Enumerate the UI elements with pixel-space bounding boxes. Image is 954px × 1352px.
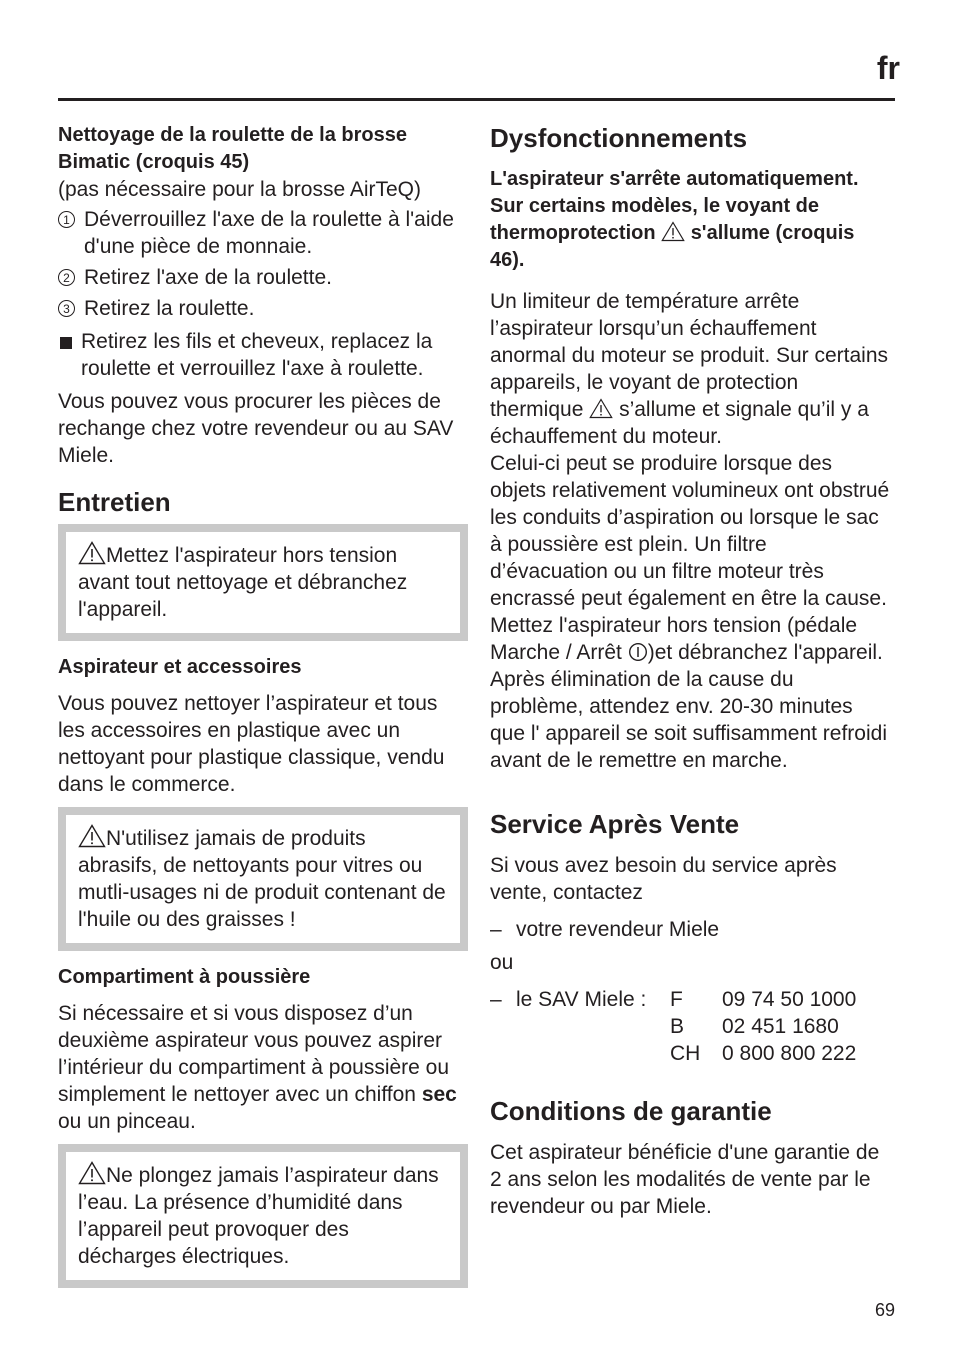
bullet-item [58, 328, 468, 382]
dys-text-2: Celui-ci peut se produire lorsque des objets relativement volumineux ont obstrué les conduits d’aspiration ou lorsque le sac à poussière est plein. Un filtre d’évacuation ou un filtre moteur très encrassé peut également en être la cause. Mettez l'aspirateur hors tension (pédale Marche / Arrêt )et débranchez l'appareil. [490, 452, 890, 664]
warning-box-3 [58, 1144, 468, 1288]
phone-number: 0 800 800 222 [722, 1042, 857, 1065]
sav-item-text: votre revendeur Miele [516, 918, 720, 941]
sav-item-revendeur [490, 916, 890, 943]
step-3 [58, 295, 468, 322]
dys-text-3: Après élimination de la cause du problème, attendez env. 20-30 minutes que l' appareil se soit suffisamment refroidi avant de le remettre en marche. [490, 668, 887, 772]
warning-text: N'utilisez jamais de produits abrasifs, de nettoyants pour vitres ou mutli-usages ni de produit contenant de l'huile ou des graisses ! [78, 827, 446, 931]
sav-title: Service Après Vente [490, 809, 740, 839]
warning-triangle-icon [78, 824, 106, 848]
sav-intro: Si vous avez besoin du service après vente, contactez [490, 854, 837, 904]
right-column [490, 122, 890, 1220]
dysfonctionnements-title: Dysfonctionnements [490, 123, 748, 153]
dash-marker: – [490, 918, 502, 941]
step-number-icon: 3 [58, 300, 75, 317]
step-text: Retirez la roulette. [84, 297, 255, 320]
thermo-warning-icon [589, 398, 613, 419]
step-1 [58, 206, 468, 260]
sav-or: ou [490, 951, 514, 974]
language-tag: fr [876, 50, 900, 86]
warning-text: Ne plongez jamais l’aspirateur dans l’eau. La présence d’humidité dans l’appareil peut provoquer des décharges électriques. [78, 1164, 439, 1268]
warning-triangle-icon [78, 541, 106, 565]
step-2 [58, 264, 468, 291]
thermo-warning-icon [661, 221, 685, 242]
garantie-text: Cet aspirateur bénéficie d'une garantie de 2 ans selon les modalités de vente par le revendeur ou par Miele. [490, 1141, 880, 1218]
warning-box-1 [58, 524, 468, 641]
sav-phone-table [490, 986, 890, 1067]
power-icon [628, 642, 648, 662]
left-column [58, 122, 468, 1288]
entretien-title: Entretien [58, 487, 171, 517]
garantie-title: Conditions de garantie [490, 1096, 772, 1126]
bullet-text: Retirez les fils et cheveux, replacez la roulette et verrouillez l'axe à roulette. [81, 330, 433, 380]
dys-subheading-1: L'aspirateur s'arrête automatiquement. [490, 168, 859, 190]
roulette-note: (pas nécessaire pour la brosse AirTeQ) [58, 178, 421, 201]
step-text: Déverrouillez l'axe de la roulette à l'aide d'une pièce de monnaie. [84, 208, 454, 258]
compartiment-text: Si nécessaire et si vous disposez d’un deuxième aspirateur vous pouvez aspirer l’intérieur du compartiment à poussière ou simplement le nettoyer avec un chiffon sec ou un pinceau. [58, 1002, 457, 1133]
country-code: CH [670, 1042, 701, 1065]
warning-box-2 [58, 807, 468, 951]
sav-item-text: le SAV Miele : [516, 988, 647, 1011]
page-number: 69 [874, 1300, 895, 1320]
aspirateur-subheading: Aspirateur et accessoires [58, 656, 302, 678]
step-number-icon: 2 [58, 269, 75, 286]
dys-subheading-2: Sur certains modèles, le voyant de thermoprotection s'allume (croquis 46). [490, 195, 855, 271]
warning-text: Mettez l'aspirateur hors tension avant tout nettoyage et débranchez l'appareil. [78, 544, 408, 621]
country-code: B [670, 1015, 685, 1038]
country-code: F [670, 988, 683, 1011]
aspirateur-text: Vous pouvez nettoyer l’aspirateur et tous les accessoires en plastique avec un nettoyant pour plastique classique, vendu dans le commerce. [58, 692, 445, 796]
parts-text: Vous pouvez vous procurer les pièces de rechange chez votre revendeur ou au SAV Miele. [58, 390, 454, 467]
header-rule [58, 98, 895, 101]
step-number-icon: 1 [58, 211, 75, 228]
phone-number: 09 74 50 1000 [722, 988, 857, 1011]
phone-number: 02 451 1680 [722, 1015, 839, 1038]
dys-text-1: Un limiteur de température arrête l’aspirateur lorsqu’un échauffement anormal du moteur se produit. Sur certains appareils, le voyant de protection thermique s’allume et signale qu’il y a échauffement du moteur. [490, 290, 889, 448]
warning-triangle-icon [78, 1161, 106, 1185]
bullet-square-icon [60, 337, 72, 349]
roulette-heading: Nettoyage de la roulette de la brosse Bimatic (croquis 45) [58, 124, 407, 173]
dash-marker: – [490, 988, 502, 1011]
compartiment-subheading: Compartiment à poussière [58, 966, 311, 988]
step-text: Retirez l'axe de la roulette. [84, 266, 332, 289]
